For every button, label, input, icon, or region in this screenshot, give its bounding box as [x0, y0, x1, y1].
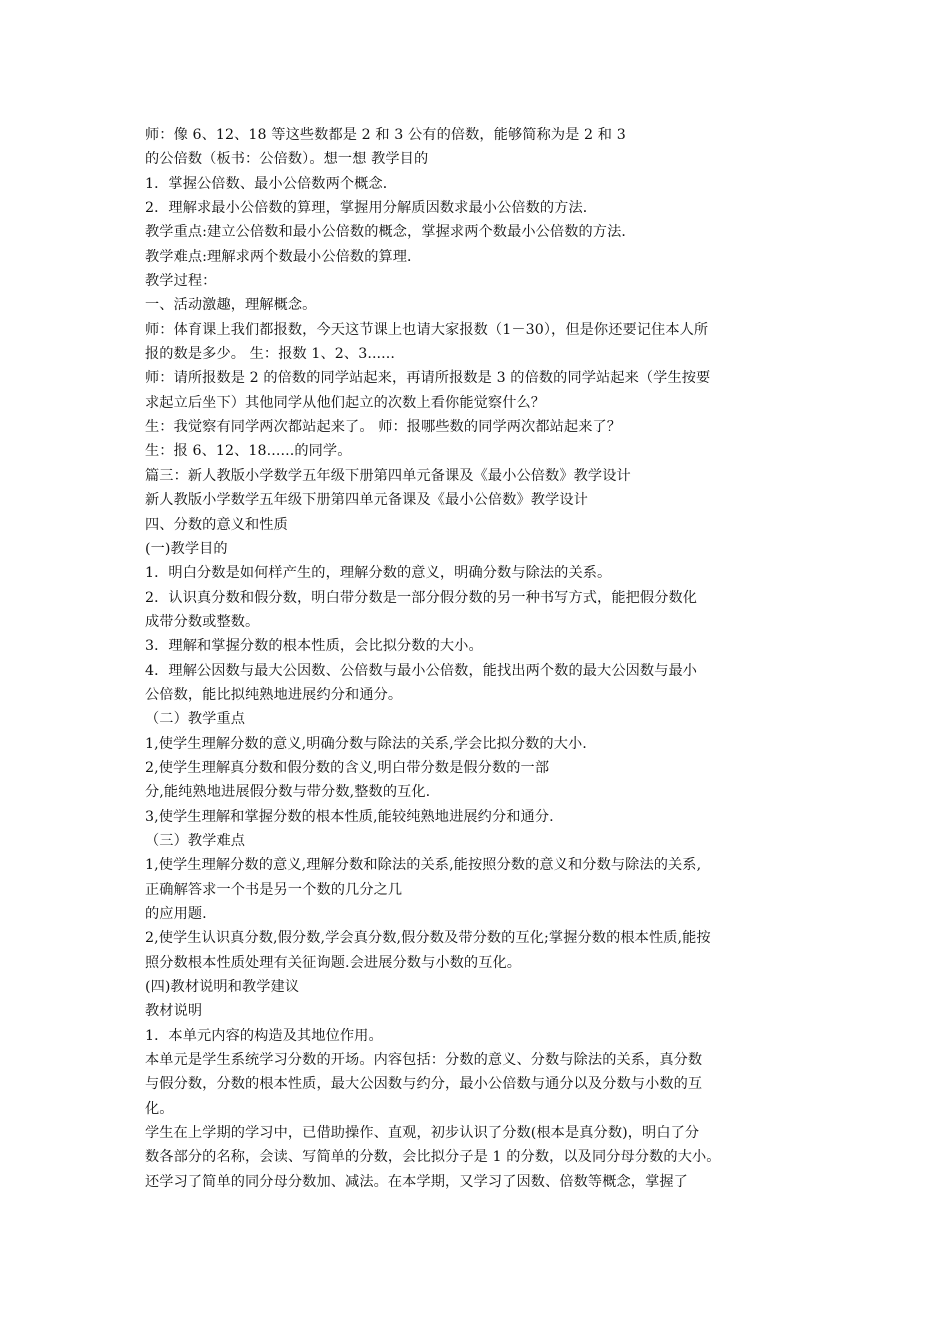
text-line: 分,能纯熟地进展假分数与带分数,整数的互化. — [145, 784, 431, 801]
text-line: （二）教学重点 — [145, 711, 246, 728]
text-line: 2,使学生认识真分数,假分数,学会真分数,假分数及带分数的互化;掌握分数的根本性质,能按 — [145, 930, 711, 947]
text-line: 4．理解公因数与最大公因数、公倍数与最小公倍数，能找出两个数的最大公因数与最小 — [145, 662, 698, 679]
text-line: 本单元是学生系统学习分数的开场。内容包括：分数的意义、分数与除法的关系，真分数 — [145, 1052, 703, 1069]
text-line: 1．明白分数是如何样产生的，理解分数的意义，明确分数与除法的关系。 — [145, 565, 612, 582]
text-line: 1,使学生理解分数的意义,明确分数与除法的关系,学会比拟分数的大小. — [145, 735, 587, 752]
text-line: 成带分数或整数。 — [145, 613, 260, 630]
text-line: 四、分数的意义和性质 — [145, 516, 288, 533]
text-line: 师：像 6、12、18 等这些数都是 2 和 3 公有的倍数，能够简称为是 2 和 3 — [145, 127, 626, 143]
text-line: 新人教版小学数学五年级下册第四单元备课及《最小公倍数》教学设计 — [145, 492, 588, 509]
text-line: 3,使学生理解和掌握分数的根本性质,能较纯熟地进展约分和通分. — [145, 808, 554, 825]
text-line: 师：体育课上我们都报数，今天这节课上也请大家报数（1－30），但是你还要记住本人所 — [145, 321, 709, 338]
text-line: 1．掌握公倍数、最小公倍数两个概念． — [145, 175, 398, 192]
text-line: 生：报 6、12、18......的同学。 — [145, 443, 352, 460]
text-line: 数各部分的名称，会读、写简单的分数，会比拟分子是 1 的分数，以及同分母分数的大小。 — [145, 1149, 721, 1166]
text-line: 教学重点:建立公倍数和最小公倍数的概念，掌握求两个数最小公倍数的方法． — [145, 224, 636, 241]
text-line: 的公倍数（板书：公倍数）。想一想 教学目的 — [145, 151, 429, 168]
text-line: 教材说明 — [145, 1003, 203, 1020]
text-line: 还学习了简单的同分母分数加、减法。在本学期，又学习了因数、倍数等概念，掌握了 — [145, 1173, 688, 1190]
text-line: 教学过程： — [145, 273, 217, 290]
document-body — [145, 123, 815, 1194]
text-line: 报的数是多少。 生：报数 1、2、3...... — [145, 346, 395, 363]
text-line: （三）教学难点 — [145, 832, 246, 849]
text-line: 与假分数，分数的根本性质，最大公因数与约分，最小公倍数与通分以及分数与小数的互 — [145, 1076, 703, 1093]
text-line: 1,使学生理解分数的意义,理解分数和除法的关系,能按照分数的意义和分数与除法的关系, — [145, 857, 702, 874]
text-line: 2．认识真分数和假分数，明白带分数是一部分假分数的另一种书写方式，能把假分数化 — [145, 589, 698, 606]
text-line: 篇三：新人教版小学数学五年级下册第四单元备课及《最小公倍数》教学设计 — [145, 467, 631, 484]
text-line: 3．理解和掌握分数的根本性质，会比拟分数的大小。 — [145, 638, 483, 655]
text-line: 公倍数，能比拟纯熟地进展约分和通分。 — [145, 686, 403, 703]
text-line: 2,使学生理解真分数和假分数的含义,明白带分数是假分数的一部 — [145, 759, 550, 776]
text-line: 1．本单元内容的构造及其地位作用。 — [145, 1027, 383, 1044]
text-line: (一)教学目的 — [145, 540, 228, 557]
text-line: 学生在上学期的学习中，已借助操作、直观，初步认识了分数(根本是真分数)，明白了分 — [145, 1125, 700, 1142]
text-line: 师：请所报数是 2 的倍数的同学站起来，再请所报数是 3 的倍数的同学站起来（学生按要 — [145, 370, 711, 387]
text-line: 一、活动激趣，理解概念。 — [145, 297, 317, 314]
text-line: 2．理解求最小公倍数的算理，掌握用分解质因数求最小公倍数的方法． — [145, 200, 598, 217]
text-line: 照分数根本性质处理有关征询题.会进展分数与小数的互化。 — [145, 954, 522, 971]
text-line: 正确解答求一个书是另一个数的几分之几 — [145, 881, 403, 898]
text-line: (四)教材说明和教学建议 — [145, 979, 300, 996]
text-line: 的应用题. — [145, 906, 207, 922]
text-line: 教学难点:理解求两个数最小公倍数的算理． — [145, 248, 422, 265]
text-line: 生：我觉察有同学两次都站起来了。 师：报哪些数的同学两次都站起来了？ — [145, 419, 622, 436]
text-line: 求起立后坐下）其他同学从他们起立的次数上看你能觉察什么？ — [145, 394, 546, 411]
text-line: 化。 — [145, 1100, 174, 1117]
